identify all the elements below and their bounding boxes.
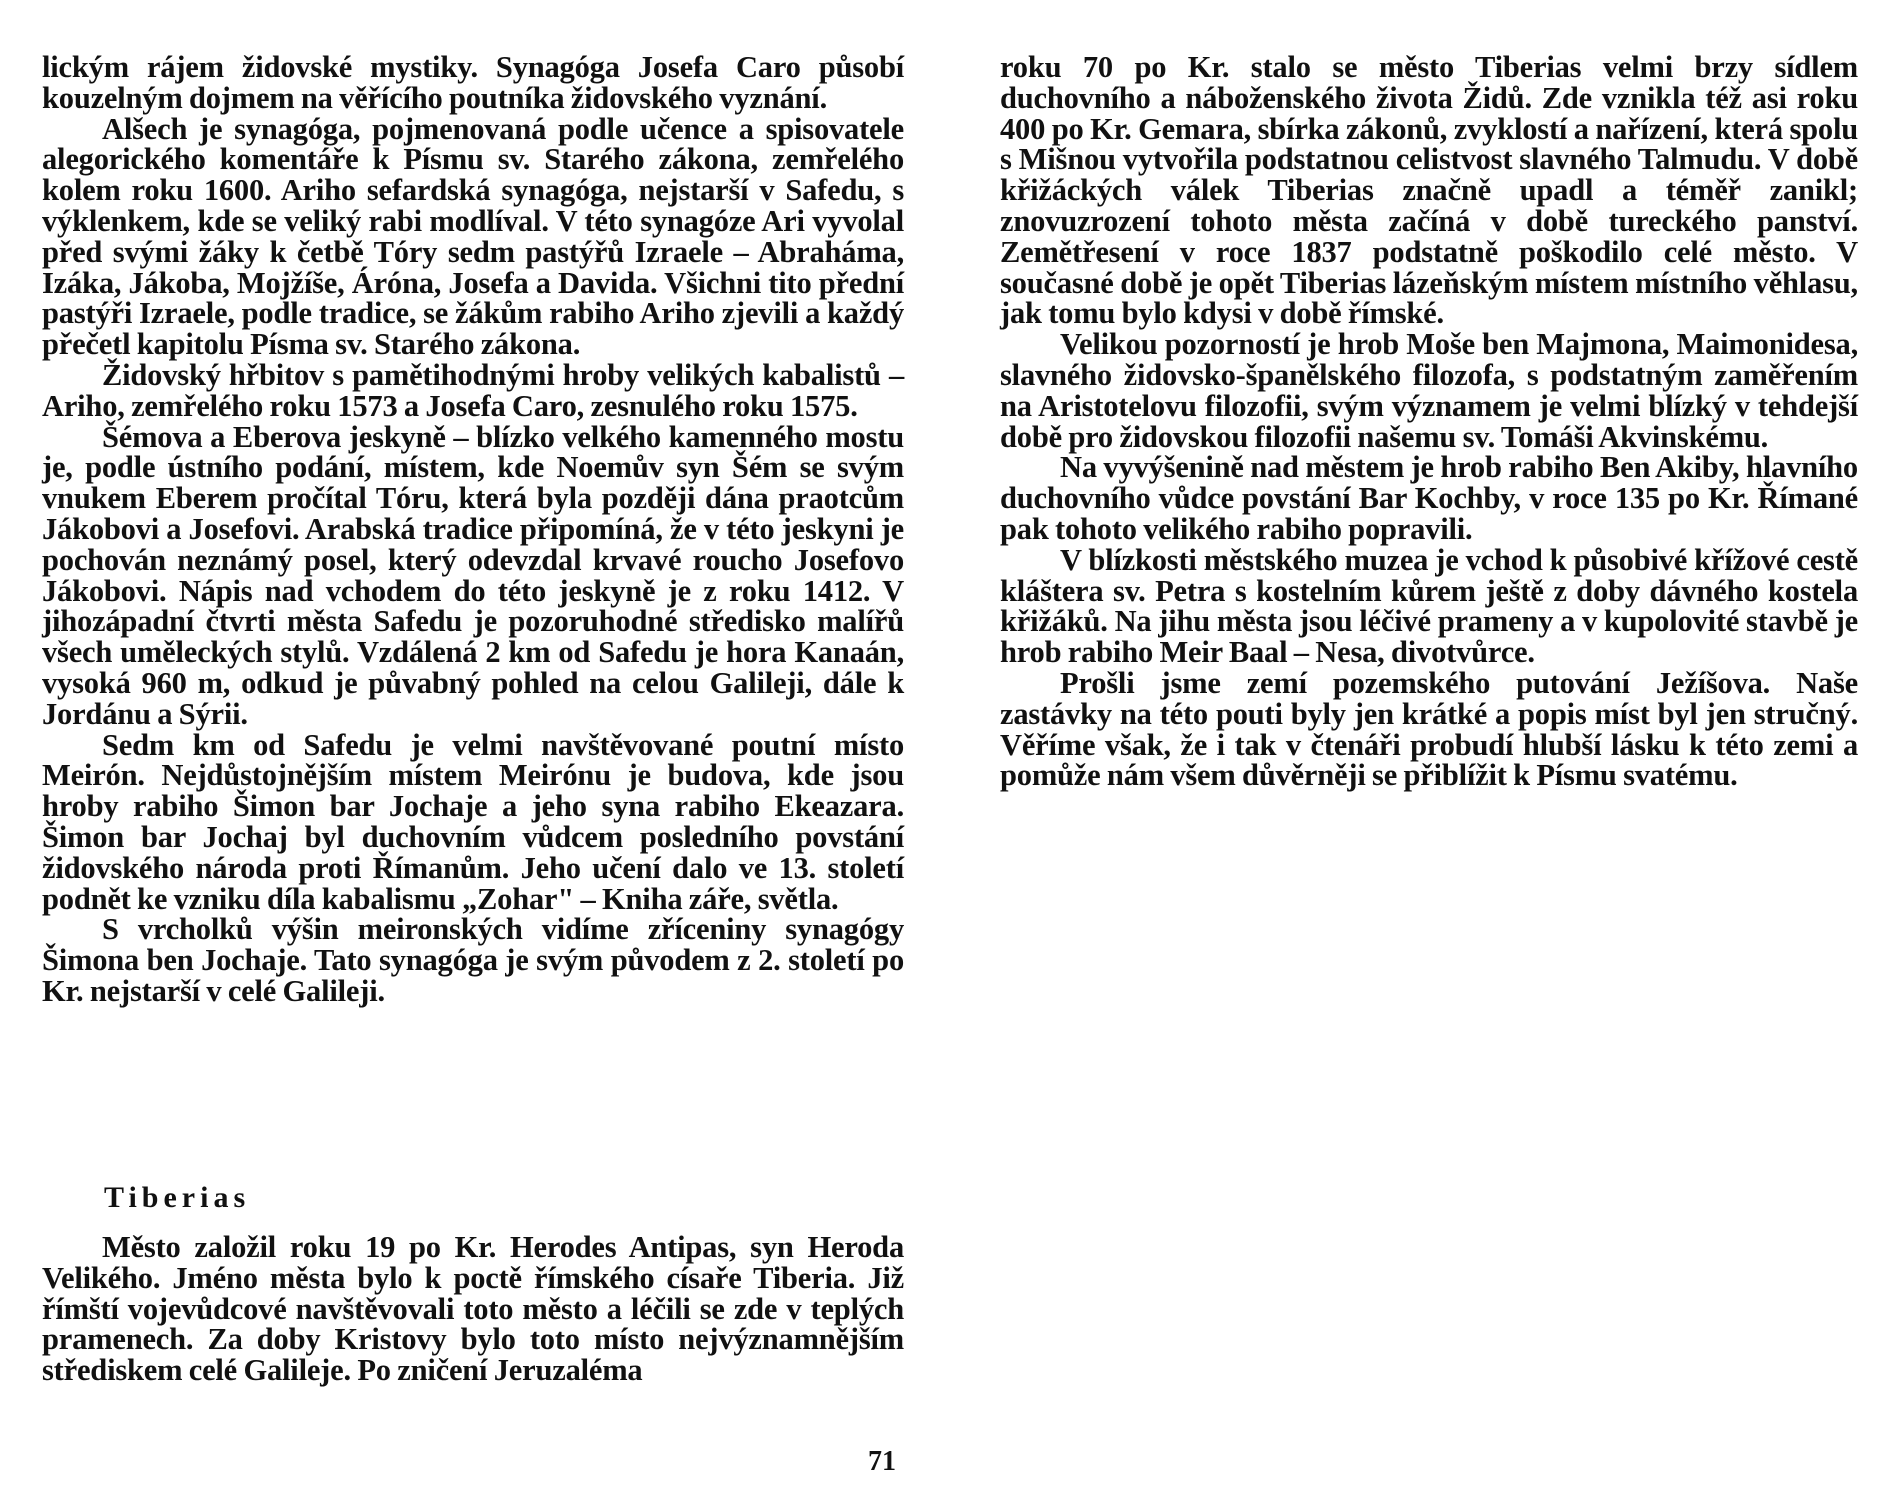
right-page-text-column: [1000, 52, 1858, 791]
left-paragraph-3: Židovský hřbitov s pamětihodnými hroby velikých kabalistů – Ariho, zemřelého roku 1573 a Josefa Caro, zesnulého roku 1575.: [42, 357, 904, 423]
left-paragraph-1: lickým rájem židovské mystiky. Synagóga Josefa Caro působí kouzelným dojmem na věřícího poutníka židovského vyznání.: [42, 50, 904, 115]
page-number: 71: [868, 1446, 896, 1477]
tiberias-paragraph: Město založil roku 19 po Kr. Herodes Antipas, syn Heroda Velikého. Jméno města bylo k poctě římského císaře Tiberia. Již římští vojevůdcové navštěvovali toto město a léčili se zde v teplých pramenech. Za doby Kristovy bylo toto místo nejvýznamnějším střediskem celé Galileje. Po zničení Jeruzaléma: [42, 1230, 904, 1388]
left-paragraph-4: Šémova a Eberova jeskyně – blízko velkého kamenného mostu je, podle ústního podání, místem, kde Noemův syn Šém se svým vnukem Eberem pročítal Tóru, která byla později dána praotcům Jákobovi a Josefovi. Arabská tradice připomíná, že v této jeskyni je pochován neznámý posel, který odevzdal krvavé roucho Josefovo Jákobovi. Nápis nad vchodem do této jeskyně je z roku 1412. V jihozápadní čtvrti města Safedu je pozoruhodné středisko malířů všech uměleckých stylů. Vzdálená 2 km od Safedu je hora Kanaán, vysoká 960 m, odkud je půvabný pohled na celou Galileji, dále k Jordánu a Sýrii.: [42, 419, 904, 731]
section-heading-tiberias: Tiberias: [104, 1181, 251, 1214]
right-paragraph-3: Na vyvýšenině nad městem je hrob rabiho Ben Akiby, hlavního duchovního vůdce povstání Bar Kochby, v roce 135 po Kr. Římané pak tohoto velikého rabiho popravili.: [1000, 450, 1858, 546]
left-page-bottom-column: [42, 1232, 904, 1386]
left-paragraph-2: Alšech je synagóga, pojmenovaná podle učence a spisovatele alegorického komentáře k Písmu sv. Starého zákona, zemřelého kolem roku 1600. Ariho sefardská synagóga, nejstarší v Safedu, s výklenkem, kde se veliký rabi modlíval. V této synagóze Ari vyvolal před svými žáky k četbě Tóry sedm pastýřů Izraele – Abraháma, Izáka, Jákoba, Mojžíše, Áróna, Josefa a Davida. Všichni tito přední pastýři Izraele, podle tradice, se žákům rabiho Ariho zjevili a každý přečetl kapitolu Písma sv. Starého zákona.: [42, 111, 904, 362]
right-paragraph-4: V blízkosti městského muzea je vchod k působivé křížové cestě kláštera sv. Petra s kostelním kůrem ještě z doby dávného kostela křižáků. Na jihu města jsou léčivé prameny a v kupolovité stavbě je hrob rabiho Meir Baal – Nesa, divotvůrce.: [1000, 542, 1858, 670]
right-paragraph-5: Prošli jsme zemí pozemského putování Ježíšova. Naše zastávky na této pouti byly jen krátké a popis míst byl jen stručný. Věříme však, že i tak v čtenáři probudí hlubší lásku k této zemi a pomůže nám všem důvěrněji se přiblížit k Písmu svatému.: [1000, 665, 1858, 793]
right-page: [946, 0, 1892, 1500]
right-paragraph-2: Velikou pozorností je hrob Moše ben Majmona, Maimonidesa, slavného židovsko-španělského filozofa, s podstatným zaměřením na Aristotelovu filozofii, svým významem je velmi blízký v tehdejší době pro židovskou filozofii našemu sv. Tomáši Akvinskému.: [1000, 327, 1858, 454]
left-page-text-column: [42, 52, 904, 1007]
right-paragraph-1: roku 70 po Kr. stalo se město Tiberias velmi brzy sídlem duchovního a náboženského života Židů. Zde vznikla též asi roku 400 po Kr. Gemara, sbírka zákonů, zvyklostí a nařízení, která spolu s Mišnou vytvořila podstatnou celistvost slavného Talmudu. V době křižáckých válek Tiberias značně upadl a téměř zanikl; znovuzrození tohoto města začíná v době tureckého panství. Zemětřesení v roce 1837 podstatně poškodilo celé město. V současné době je opět Tiberias lázeňským místem místního věhlasu, jak tomu bylo kdysi v době římské.: [1000, 50, 1858, 331]
left-paragraph-6: S vrcholků výšin meironských vidíme zříceniny synagógy Šimona ben Jochaje. Tato synagóga je svým původem z 2. století po Kr. nejstarší v celé Galileji.: [42, 912, 904, 1008]
left-paragraph-5: Sedm km od Safedu je velmi navštěvované poutní místo Meirón. Nejdůstojnějším místem Meirónu je budova, kde jsou hroby rabiho Šimon bar Jochaje a jeho syna rabiho Ekeazara. Šimon bar Jochaj byl duchovním vůdcem posledního povstání židovského národa proti Římanům. Jeho učení dalo ve 13. století podnět ke vzniku díla kabalismu „Zohar" – Kniha záře, světla.: [42, 727, 904, 916]
